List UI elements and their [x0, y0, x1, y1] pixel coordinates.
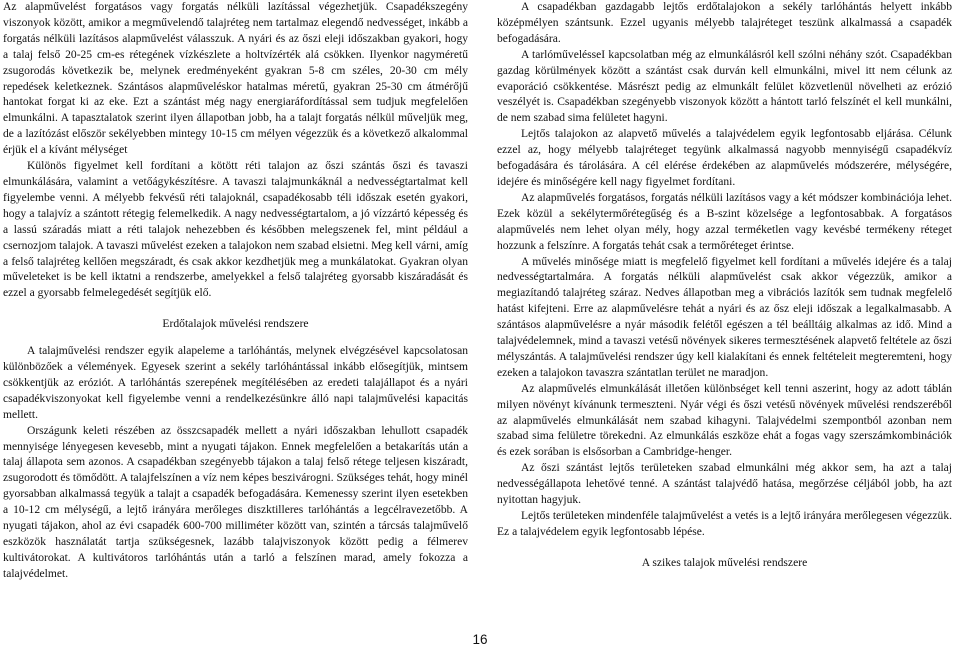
section-heading: A szikes talajok művelési rendszere: [641, 555, 808, 569]
paragraph: Lejtős területeken mindenféle talajművelést a vetés is a lejtő irányára merőlegesen végezzük. Ez a talajvédelem egyik legfontosabb lépése.: [497, 510, 952, 538]
section-heading: Erdőtalajok művelési rendszere: [162, 317, 309, 331]
paragraph: A művelés minősége miatt is megfelelő figyelmet kell fordítani a művelés idejére és a talaj nedvességtartalmára. A forgatás nélküli alapművelést csak akkor végezzük, amikor a megiazítandó talajréteg száraz. Nedves állapotban meg a vibrációs lazítók sem tudnak megfelelő hatást kifejteni. Erre az alapművelésre tehát a nyári és az ősz eleji időszak a legalkalmasabb. A szántásos alapművelésre a nyár második felétől egészen a tél beálltáig alkalmas az idő. Mind a talajvédelemnek, mind a tavaszi vetésű növények sikeres termesztésének alapvető feltétele az őszi mélyszántás. A talajművelési rendszer úgy kell kialakítani és ennek feltételeit megteremteni, hogy ezeken a talajokon tavaszra szántatlan terület ne maradjon.: [497, 255, 952, 379]
paragraph: Az őszi szántást lejtős területeken szabad elmunkálni még akkor sem, ha azt a talaj nedvességállapota lehetővé tenné. A szántást talajvédő hatása, megőrzése céljából jobb, ha azt nyitottan hagyjuk.: [497, 462, 952, 507]
right-column: [497, 0, 952, 583]
paragraph: A talajművelési rendszer egyik alapeleme a tarlóhántás, melynek elvégzésével kapcsolatosan különbözőek a vélemények. Egyesek szerint a sekély tarlóhántással inkább elősegítjük, mintsem csökkentjük az eróziót. A tarlóhántás szerepének megítélésében az eredeti talajállapot és a nyári csapadékviszonyokat kell figyelembe venni a rendelkezésünkre álló napi talajművelési kapacitás mellett.: [3, 345, 468, 421]
paragraph: Lejtős talajokon az alapvető művelés a talajvédelem egyik legfontosabb eljárása. Célunk ezzel az, hogy mélyebb talajréteget tegyünk alkalmassá nagyobb mennyiségű csapadékvíz befogadására és tárolására. A cél elérése érdekében az alapművelés módszerére, mélységére, idejére és minőségére kell nagy figyelmet fordítani.: [497, 128, 952, 188]
paragraph: Az alapművelés forgatásos, forgatás nélküli lazításos vagy a két módszer kombinációja lehet. Ezek közül a sekélytermőrétegűség és a B-szint közelsége a legfontosabbak. A forgatásos alapművelés nem lehet olyan mély, hogy azzal terméketlen vagy kevésbé termékeny réteget hozzunk a felszínre. A forgatás tehát csak a termőréteget érintse.: [497, 191, 952, 252]
page-number: 16: [472, 632, 488, 647]
paragraph: Országunk keleti részében az összcsapadék mellett a nyári időszakban lehullott csapadék mennyisége lényegesen kevesebb, mint a nyugati tájakon. Ennek megfelelően a betakarítás után a talaj állapota sem azonos. A csapadékban szegényebb tájakon a talaj felső rétege teljesen kiszáradt, zsugorodott és tömődött. A talajfelszínen a víz nem képes beszivárogni. Szükséges tehát, hogy minél gyorsabban alkalmassá tegyük a talajt a csapadék befogadására. Kemenessy szerint ilyen esetekben a 10-12 cm mélységű, a lejtő irányára merőleges diszktilleres tarlóhántás a legcélravezetőbb. A nyugati tájakon, ahol az évi csapadék 600-700 milliméter között van, szintén a tárcsás talajművelő eszközök használatát tartja szükségesnek, lazább talajviszonyok között pedig a félmerev kultivátorokat. A kultivátoros tarlóhántás után a tarló a felszínen marad, amely fokozza a talajvédelmet.: [3, 424, 468, 580]
paragraph: Az alapművelés elmunkálását illetően különbséget kell tenni aszerint, hogy az adott táblán milyen növényt kívánunk termeszteni. Nyár végi és őszi vetésű növények művelési rendszeréből az alapművelés elmunkálását nem szabad kihagyni. Talajvédelmi szempontból azonban nem szabad sima felületre törekedni. Az elmunkálás eszköze ehát a fogas vagy szerszámkombinációk és ezek sorában is elsősorban a Cambridge-henger.: [497, 382, 952, 459]
paragraph: Az alapművelést forgatásos vagy forgatás nélküli lazítással végezhetjük. Csapadékszegény viszonyok között, amikor a megművelendő talajréteg nem tartalmaz elegendő nedvességet, inkább a forgatás nélküli lazításos alapművelést válasszuk. A nyári és az őszi eleji időszakban gyakori, hogy a talaj felső 20-25 cm-es rétegének vízkészlete a holtvízérték alá csökken. Ilyenkor nagyméretű zsugorodás következik be, melynek eredményeként gyakran 5-8 cm széles, 20-30 cm mély repedések keletkeznek. Szántásos alapműveléskor hatalmas méretű, gyakran 25-30 cm átmérőjű hantokat forgat ki az eke. Ezt a szántást még nagy energiaráfordítással sem tudjuk megfelelően elmunkálni. A tapasztalatok szerint ilyen állapotban jobb, ha a talajt forgatás nélkül műveljük meg, de a lazítózást először sekélyebben mintegy 10-15 cm mélyen végezzük és a következő alkalommal érjük el a kívánt mélységet: [3, 1, 468, 157]
paragraph: Különös figyelmet kell fordítani a kötött réti talajon az őszi szántás őszi és tavaszi elmunkálására, valamint a vetőágykészítésre. A tavaszi talajmunkáknál a nedvességtartalmat kell figyelembe venni. A mélyebb fekvésű réti talajoknál, csapadékosabb téli időszak esetén gyakori, hogy a talajvíz a szántott rétegig felemelkedik. A nagy nedvességtartalom, a jó vízzártó képesség és a lassú száradás miatt a réti talajok nehezebben és későbben melegszenek fel, mint például a csernozjom talajok. A tavaszi művelést ezeken a talajokon nem szabad elsietni. Meg kell várni, amíg a felső talajréteg kellően megszáradt, és csak akkor kezdhetjük meg a munkálatokat. Gyakran olyan műveleteket is be kell iktatni a rendszerbe, amelyekkel a felső talajréteg gyorsabb kiszáradását és ezzel a gyorsabb felmelegedését segítjük elő.: [3, 160, 468, 300]
paragraph: A csapadékban gazdagabb lejtős erdőtalajokon a sekély tarlóhántás helyett inkább középmélyen szántsunk. Ezzel ugyanis mélyebb talajréteget teszünk alkalmassá a csapadék befogadására.: [497, 1, 952, 45]
left-column: [3, 0, 468, 583]
paragraph: A tarlóművelésseI kapcsolatban még az elmunkálásról kell szólni néhány szót. Csapadékban gazdag körülmények között a szántást csak durván kell elmunkálni, mivel itt nem célunk az evaporáció csökkentése. Másrészt pedig az elmunkált felület közvetlenül növelheti az erózió veszélyét is. Csapadékban szegényebb viszonyok között a hántott tarló felszínét el kell munkálni, de nem szabad sima felületet hagyni.: [497, 48, 952, 125]
